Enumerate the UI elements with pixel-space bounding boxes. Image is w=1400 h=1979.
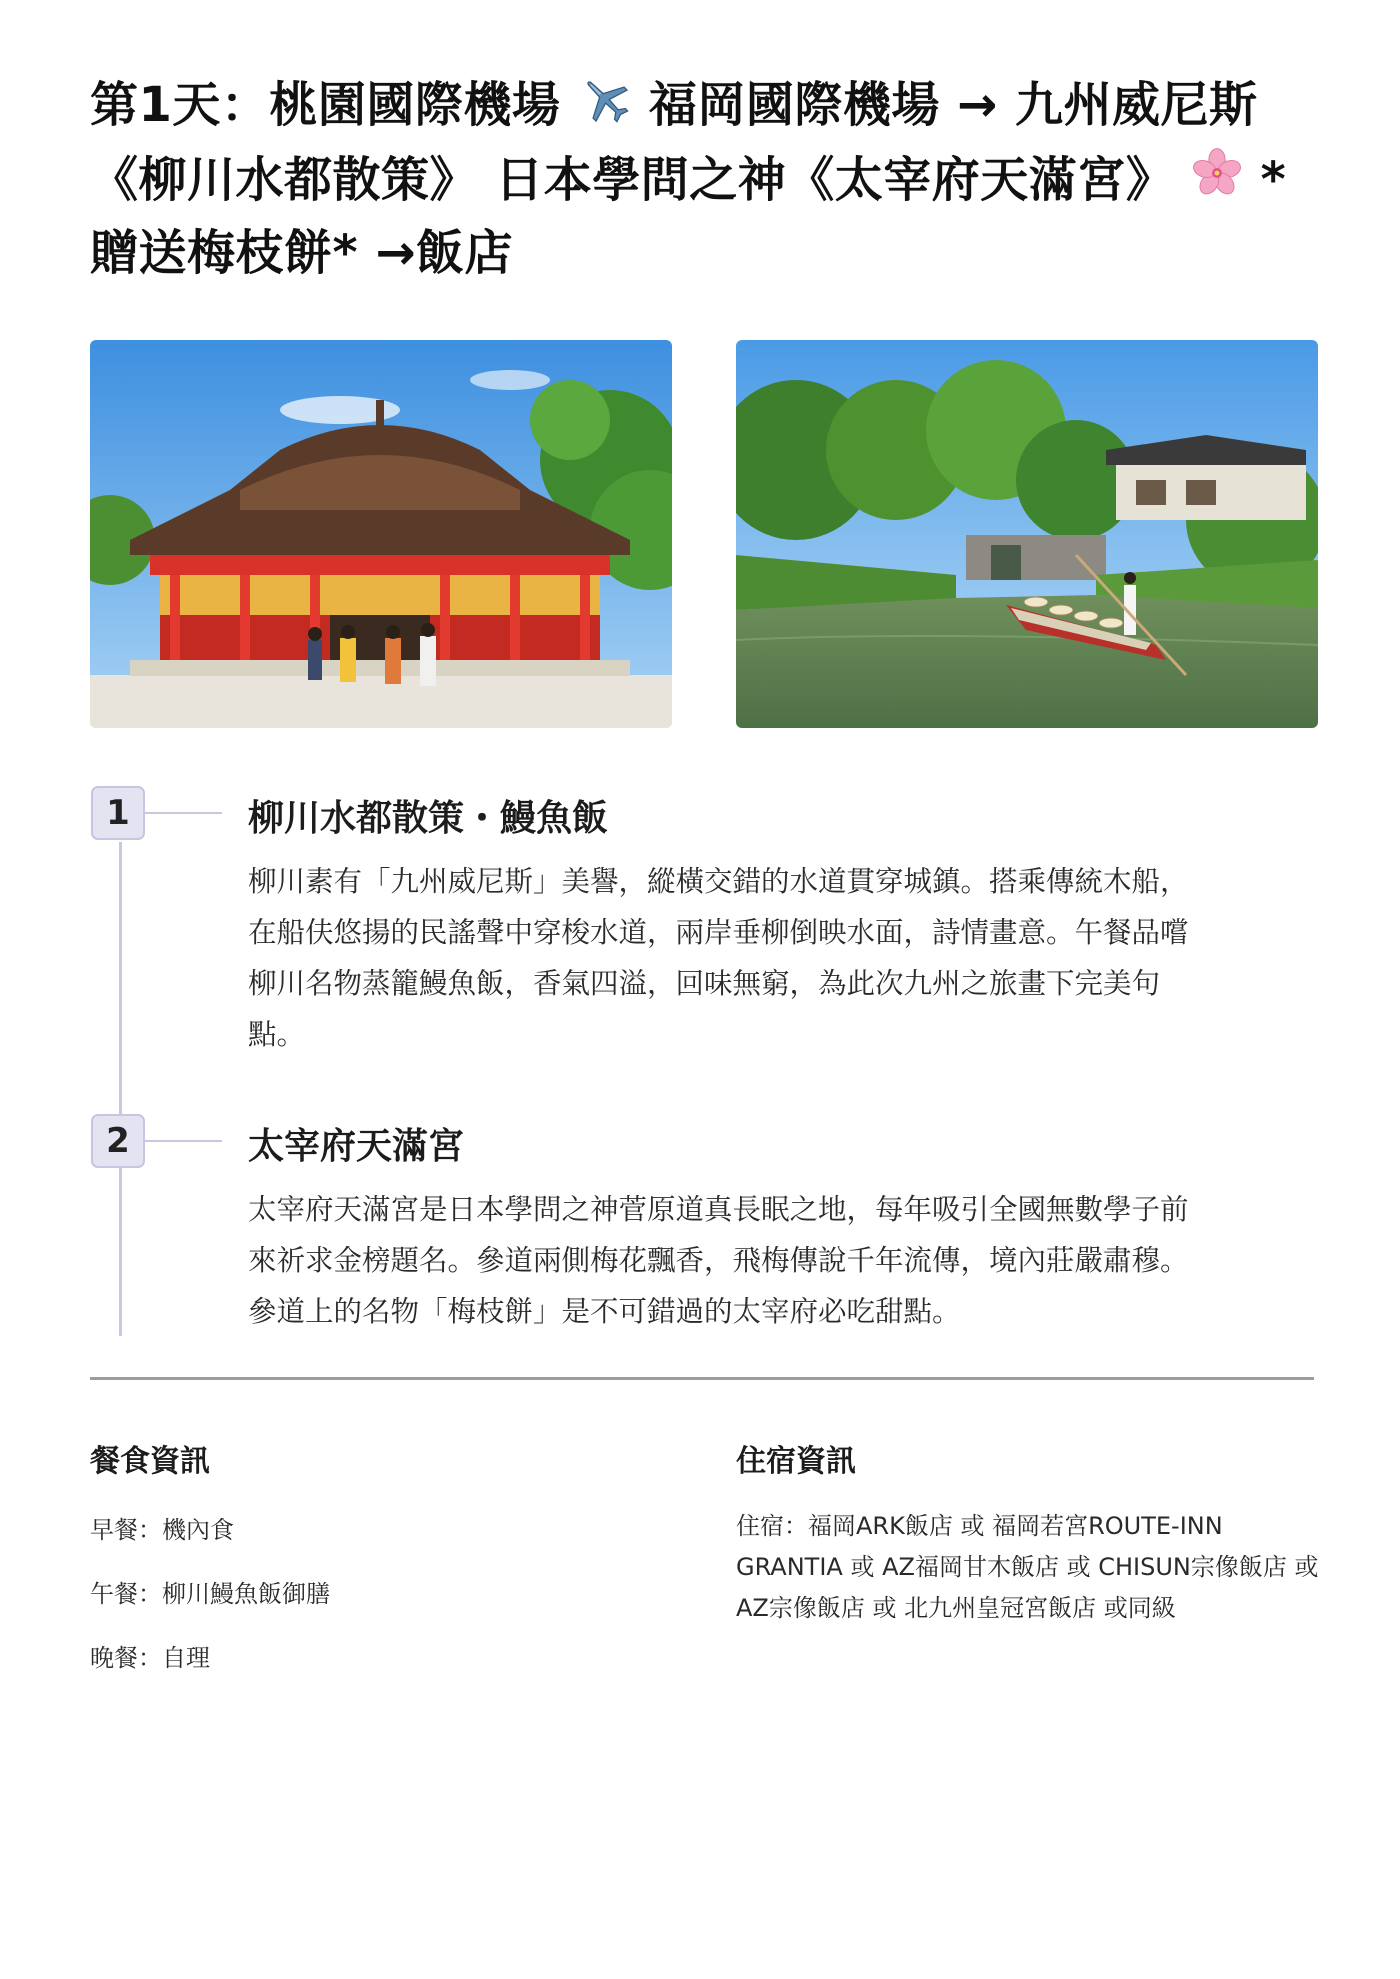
step-1-line: 柳川名物蒸籠鰻魚飯，香氣四溢，回味無窮，為此次九州之旅畫下完美句 xyxy=(248,967,1161,1000)
step-2-connector xyxy=(145,1140,222,1142)
meal-lunch: 午餐：柳川鰻魚飯御膳 xyxy=(90,1580,330,1608)
step-1-title: 柳川水都散策・鰻魚飯 xyxy=(248,798,609,839)
step-2-badge: 2 xyxy=(91,1114,145,1168)
airplane-icon xyxy=(578,72,632,145)
step-1-line: 點。 xyxy=(248,1018,306,1051)
step-2-description xyxy=(248,1184,1308,1337)
meal-dinner: 晚餐：自理 xyxy=(90,1644,210,1672)
lodging-line: GRANTIA 或 AZ福岡甘木飯店 或 CHISUN宗像飯店 或 xyxy=(736,1553,1319,1581)
lodging-heading: 住宿資訊 xyxy=(736,1444,856,1479)
step-1-description xyxy=(248,856,1308,1060)
timeline-line xyxy=(119,842,122,1336)
step-2-line: 太宰府天滿宮是日本學問之神菅原道真長眠之地，每年吸引全國無數學子前 xyxy=(248,1193,1189,1226)
meal-breakfast: 早餐：機內食 xyxy=(90,1516,234,1544)
lodging-line: AZ宗像飯店 或 北九州皇冠宮飯店 或同級 xyxy=(736,1594,1176,1622)
meals-heading: 餐食資訊 xyxy=(90,1444,210,1479)
step-1-line: 在船伕悠揚的民謠聲中穿梭水道，兩岸垂柳倒映水面，詩情畫意。午餐品嚐 xyxy=(248,916,1189,949)
day-title-part1: 第1天：桃園國際機場 xyxy=(90,77,561,133)
yanagawa-canal-photo xyxy=(736,340,1318,728)
step-2-line: 參道上的名物「梅枝餅」是不可錯過的太宰府必吃甜點。 xyxy=(248,1295,961,1328)
step-1-line: 柳川素有「九州威尼斯」美譽，縱橫交錯的水道貫穿城鎮。搭乘傳統木船， xyxy=(248,865,1189,898)
lodging-line: 住宿：福岡ARK飯店 或 福岡若宮ROUTE-INN xyxy=(736,1512,1223,1540)
step-1-connector xyxy=(145,812,222,814)
dazaifu-shrine-photo xyxy=(90,340,672,728)
step-1-badge: 1 xyxy=(91,786,145,840)
lodging-details xyxy=(736,1506,1326,1629)
day-title-part2: 福岡國際機場 → 九州威尼斯《柳川水都散策》 日本學問之神《太宰府天滿宮》 xyxy=(90,77,1258,208)
day-title-part3: *贈送梅枝餅* →飯店 xyxy=(90,151,1287,281)
step-2-title: 太宰府天滿宮 xyxy=(248,1126,465,1167)
day-title xyxy=(90,70,1320,288)
section-divider xyxy=(90,1377,1314,1380)
sakura-icon xyxy=(1191,147,1243,218)
step-2-line: 來祈求金榜題名。參道兩側梅花飄香，飛梅傳說千年流傳，境內莊嚴肅穆。 xyxy=(248,1244,1189,1277)
